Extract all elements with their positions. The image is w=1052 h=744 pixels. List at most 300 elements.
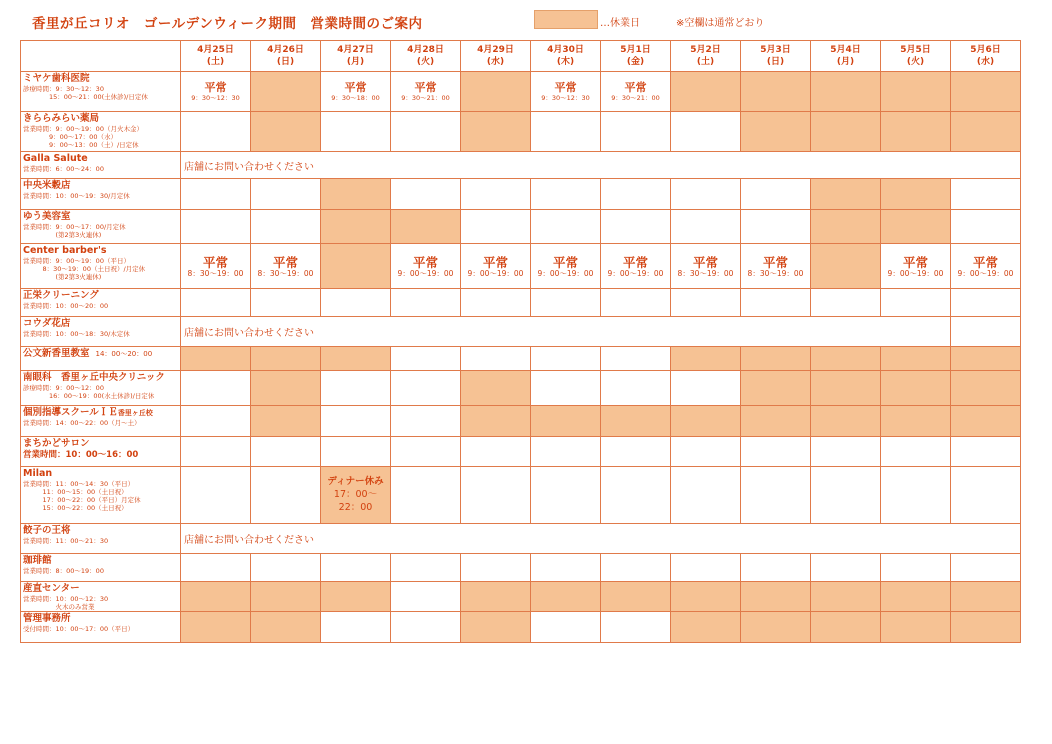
schedule-cell — [531, 347, 601, 371]
hours-text: 9：00～19：00 — [607, 268, 664, 278]
date-label: 4月29日 — [477, 45, 514, 55]
store-name-text: Milan — [23, 468, 53, 479]
schedule-cell — [601, 347, 671, 371]
store-name-text: コウダ花店 — [23, 318, 71, 329]
store-hours-line: 営業時間：10：00～19：30/月定休 — [23, 192, 130, 200]
date-label: 4月25日 — [197, 45, 234, 55]
regular-hours-label: 平常 — [622, 254, 648, 270]
schedule-cell — [531, 437, 601, 467]
hours-text: 9：30～18：00 — [331, 94, 380, 102]
schedule-cell — [601, 467, 671, 524]
closed-day-cell — [881, 347, 951, 371]
schedule-cell — [181, 179, 251, 210]
regular-hours-label: 平常 — [972, 254, 998, 270]
closed-day-cell — [811, 406, 881, 437]
schedule-cell — [391, 612, 461, 643]
store-row — [21, 244, 1021, 289]
store-row — [21, 347, 1021, 371]
schedule-cell — [461, 347, 531, 371]
store-info-cell — [21, 112, 181, 152]
store-row — [21, 582, 1021, 612]
store-info-cell — [21, 152, 181, 179]
regular-hours-label: 平常 — [344, 81, 367, 94]
schedule-cell — [601, 612, 671, 643]
regular-hours-label: 平常 — [692, 254, 718, 270]
schedule-cell — [671, 554, 741, 582]
schedule-cell — [531, 612, 601, 643]
schedule-cell — [811, 437, 881, 467]
schedule-cell — [321, 612, 391, 643]
schedule-cell — [881, 467, 951, 524]
store-name — [23, 245, 178, 257]
store-info-cell — [21, 371, 181, 406]
closed-day-cell — [461, 371, 531, 406]
store-row — [21, 289, 1021, 317]
store-name — [23, 318, 178, 330]
store-info-cell — [21, 317, 181, 347]
store-row — [21, 179, 1021, 210]
schedule-cell — [181, 437, 251, 467]
store-row — [21, 112, 1021, 152]
schedule-cell — [951, 289, 1021, 317]
hours-text: 8：30～19：00 — [677, 268, 734, 278]
day-of-week-label: (火) — [416, 57, 435, 67]
schedule-cell — [531, 554, 601, 582]
closed-day-cell — [251, 582, 321, 612]
store-name-text: 管理事務所 — [23, 613, 71, 624]
store-name — [23, 525, 178, 537]
regular-hours-label: 平常 — [762, 254, 788, 270]
closed-day-cell — [811, 210, 881, 244]
schedule-cell — [531, 72, 601, 112]
schedule-cell — [391, 554, 461, 582]
store-hours-line: 診療時間：9：30～12：30 — [23, 85, 104, 93]
store-name-text: 珈琲館 — [23, 555, 52, 566]
hours-text: 8：30～19：00 — [187, 268, 244, 278]
regular-hours-label: 平常 — [272, 254, 298, 270]
closed-day-cell — [741, 582, 811, 612]
store-name — [23, 211, 178, 223]
schedule-table — [20, 40, 1021, 643]
schedule-cell — [391, 289, 461, 317]
store-row — [21, 437, 1021, 467]
schedule-cell — [741, 437, 811, 467]
hours-text: 9：30～21：00 — [611, 94, 660, 102]
closed-day-cell — [601, 582, 671, 612]
date-header-cell — [811, 41, 881, 72]
schedule-cell — [881, 289, 951, 317]
schedule-cell — [321, 406, 391, 437]
schedule-cell — [601, 210, 671, 244]
store-name-text: 産直センター — [23, 583, 80, 594]
closed-day-cell — [181, 347, 251, 371]
closed-day-cell — [951, 582, 1021, 612]
day-of-week-label: (月) — [346, 57, 365, 67]
store-hours-line: 営業時間：10：00～20：00 — [23, 302, 109, 310]
schedule-cell — [531, 112, 601, 152]
closed-day-cell — [461, 582, 531, 612]
cell-note-text: 22：00 — [338, 502, 373, 513]
store-hours-line: 9：00～13：00（土）/日定休 — [23, 141, 139, 149]
schedule-cell — [251, 244, 321, 289]
schedule-cell — [461, 210, 531, 244]
schedule-cell — [741, 179, 811, 210]
schedule-cell — [391, 467, 461, 524]
closed-day-cell — [461, 72, 531, 112]
closed-day-cell — [881, 582, 951, 612]
store-hours-line: 16：00～19：00(水土休診)/日定休 — [23, 392, 155, 400]
store-hours-line: 営業時間：10：00～18：30/木定休 — [23, 330, 130, 338]
date-label: 5月6日 — [970, 45, 1001, 55]
hours-text: 9：00～19：00 — [957, 268, 1014, 278]
closed-day-cell — [811, 347, 881, 371]
schedule-cell — [321, 112, 391, 152]
schedule-cell — [951, 467, 1021, 524]
store-row — [21, 72, 1021, 112]
hours-text: 9：30～21：00 — [401, 94, 450, 102]
store-row — [21, 612, 1021, 643]
store-name-text: 南眼科 香里ヶ丘中央クリニック — [23, 372, 165, 383]
schedule-cell — [251, 210, 321, 244]
schedule-cell — [881, 244, 951, 289]
store-hours-line: 営業時間：6：00～24：00 — [23, 165, 104, 173]
schedule-cell — [391, 406, 461, 437]
day-of-week-label: (土) — [206, 57, 225, 67]
closed-day-cell — [741, 612, 811, 643]
schedule-cell — [741, 210, 811, 244]
schedule-cell — [391, 244, 461, 289]
hours-text: 9：00～19：00 — [887, 268, 944, 278]
day-of-week-label: (水) — [486, 57, 505, 67]
store-info-cell — [21, 72, 181, 112]
schedule-cell — [391, 437, 461, 467]
date-label: 4月30日 — [547, 45, 584, 55]
store-info-cell — [21, 467, 181, 524]
store-hours-line: 営業時間：14：00～22：00（月～土） — [23, 419, 141, 427]
closed-day-cell — [811, 371, 881, 406]
closed-day-cell — [671, 612, 741, 643]
schedule-cell — [601, 179, 671, 210]
closed-day-cell — [951, 371, 1021, 406]
regular-hours-label: 平常 — [414, 81, 437, 94]
closed-day-cell — [671, 72, 741, 112]
closed-day-cell — [811, 179, 881, 210]
closed-day-cell — [601, 406, 671, 437]
schedule-cell — [601, 371, 671, 406]
date-header-cell — [321, 41, 391, 72]
closed-day-cell — [951, 347, 1021, 371]
store-hours-line: 営業時間：10：00～16：00 — [23, 450, 139, 460]
closed-day-cell — [811, 112, 881, 152]
closed-day-cell — [811, 72, 881, 112]
schedule-cell — [181, 244, 251, 289]
store-name — [23, 180, 178, 192]
closed-day-cell — [741, 371, 811, 406]
hours-text: 9：00～19：00 — [467, 268, 524, 278]
closed-day-cell — [741, 347, 811, 371]
schedule-cell — [181, 371, 251, 406]
hours-text: 9：00～19：00 — [537, 268, 594, 278]
store-hours-line: 受付時間：10：00～17：00（平日） — [23, 625, 135, 633]
schedule-cell — [671, 289, 741, 317]
closed-day-cell — [811, 612, 881, 643]
day-of-week-label: (日) — [766, 57, 785, 67]
schedule-cell — [951, 554, 1021, 582]
schedule-cell — [461, 289, 531, 317]
closed-day-cell — [741, 112, 811, 152]
schedule-cell — [601, 554, 671, 582]
date-header-cell — [671, 41, 741, 72]
store-hours-line: 営業時間：9：00～17：00/月定休 — [23, 223, 126, 231]
date-label: 5月1日 — [620, 45, 651, 55]
schedule-cell — [391, 72, 461, 112]
store-hours-line: 営業時間：10：00～12：30 — [23, 595, 109, 603]
schedule-cell — [181, 72, 251, 112]
day-of-week-label: (水) — [976, 57, 995, 67]
page-title: 香里が丘コリオ ゴールデンウィーク期間 営業時間のご案内 — [32, 16, 423, 32]
regular-hours-label: 平常 — [204, 81, 227, 94]
date-label: 4月27日 — [337, 45, 374, 55]
closed-day-cell — [251, 406, 321, 437]
store-info-cell — [21, 524, 181, 554]
store-info-cell — [21, 289, 181, 317]
day-of-week-label: (月) — [836, 57, 855, 67]
closed-day-cell — [391, 210, 461, 244]
day-of-week-label: (木) — [556, 57, 575, 67]
store-info-cell — [21, 437, 181, 467]
closed-day-cell — [811, 244, 881, 289]
schedule-cell — [321, 437, 391, 467]
day-of-week-label: (火) — [906, 57, 925, 67]
schedule-cell — [951, 210, 1021, 244]
closed-day-cell — [671, 582, 741, 612]
schedule-cell — [601, 437, 671, 467]
store-name-text: ミヤケ歯科医院 — [23, 73, 90, 84]
store-hours-inline: 14：00～20：00 — [95, 350, 153, 358]
closed-day-cell — [321, 467, 391, 524]
store-hours-line: 火木のみ営業 — [23, 603, 95, 611]
date-header-cell — [251, 41, 321, 72]
closed-day-cell — [461, 406, 531, 437]
schedule-cell — [671, 210, 741, 244]
date-header-cell — [531, 41, 601, 72]
cell-note-text: ディナー休み — [327, 476, 384, 487]
schedule-cell — [391, 179, 461, 210]
closed-day-cell — [321, 582, 391, 612]
store-hours-line: 営業時間：11：00～14：30（平日） — [23, 480, 135, 488]
date-label: 4月28日 — [407, 45, 444, 55]
schedule-cell — [741, 244, 811, 289]
hours-text: 9：30～12：30 — [191, 94, 240, 102]
closed-day-cell — [881, 179, 951, 210]
store-row — [21, 371, 1021, 406]
schedule-cell — [671, 179, 741, 210]
page-header — [0, 0, 1052, 40]
day-of-week-label: (金) — [626, 57, 645, 67]
store-name — [23, 73, 178, 85]
closed-day-cell — [461, 612, 531, 643]
schedule-cell — [811, 467, 881, 524]
closed-day-cell — [951, 72, 1021, 112]
regular-hours-label: 平常 — [412, 254, 438, 270]
store-name — [23, 468, 178, 480]
store-name — [23, 113, 178, 125]
store-name — [23, 438, 178, 450]
closed-day-cell — [811, 582, 881, 612]
closed-day-cell — [881, 406, 951, 437]
store-name — [23, 348, 178, 360]
closed-day-cell — [951, 612, 1021, 643]
date-header-cell — [601, 41, 671, 72]
schedule-cell — [391, 347, 461, 371]
closed-day-cell — [741, 406, 811, 437]
closed-day-cell — [461, 112, 531, 152]
store-row — [21, 524, 1021, 554]
date-header-row — [21, 41, 1021, 72]
store-name — [23, 555, 178, 567]
store-hours-line: (第2第3火連休) — [23, 273, 102, 281]
schedule-cell — [391, 582, 461, 612]
regular-hours-label: 平常 — [902, 254, 928, 270]
store-name-text: Center barber's — [23, 245, 107, 256]
store-hours-line: 診療時間：9：00～12：00 — [23, 384, 104, 392]
closed-day-cell — [741, 72, 811, 112]
store-hours-line: 17：00～22：00（平日）月定休 — [23, 496, 141, 504]
schedule-cell — [181, 112, 251, 152]
store-name — [23, 372, 178, 384]
hours-text: 8：30～19：00 — [257, 268, 314, 278]
date-header-cell — [741, 41, 811, 72]
schedule-cell — [461, 467, 531, 524]
store-hours-line: 9：00～17：00（水） — [23, 133, 117, 141]
regular-hours-label: 平常 — [554, 81, 577, 94]
store-row — [21, 467, 1021, 524]
schedule-cell — [951, 179, 1021, 210]
schedule-cell — [181, 289, 251, 317]
closed-day-cell — [531, 582, 601, 612]
date-header-cell — [461, 41, 531, 72]
store-info-cell — [21, 210, 181, 244]
schedule-cell — [181, 406, 251, 437]
schedule-cell — [811, 554, 881, 582]
schedule-cell — [671, 112, 741, 152]
store-info-cell — [21, 179, 181, 210]
schedule-cell — [671, 371, 741, 406]
store-name-text: きららみらい薬局 — [23, 113, 100, 124]
schedule-cell — [531, 244, 601, 289]
schedule-cell — [531, 289, 601, 317]
schedule-cell — [391, 112, 461, 152]
hours-text: 8：30～19：00 — [747, 268, 804, 278]
schedule-cell — [671, 437, 741, 467]
store-info-cell — [21, 406, 181, 437]
date-header-cell — [951, 41, 1021, 72]
store-info-cell — [21, 554, 181, 582]
schedule-cell — [601, 244, 671, 289]
closed-day-cell — [181, 612, 251, 643]
closed-day-cell — [881, 210, 951, 244]
store-notice-cell: 店舗にお問い合わせください — [181, 152, 1021, 179]
store-name — [23, 613, 178, 625]
schedule-cell — [741, 289, 811, 317]
closed-day-cell — [951, 406, 1021, 437]
regular-hours-label: 平常 — [202, 254, 228, 270]
store-branch: 香里ヶ丘校 — [117, 409, 153, 417]
store-name — [23, 290, 178, 302]
date-header-cell — [881, 41, 951, 72]
store-hours-line: 8：30～19：00（土日祝）/月定休 — [23, 265, 146, 273]
legend-closed-label: …休業日 — [600, 18, 640, 29]
closed-day-cell — [951, 112, 1021, 152]
store-notice-cell: 店舗にお問い合わせください — [181, 524, 1021, 554]
store-hours-line: 15：00～22：00（土日祝） — [23, 504, 128, 512]
schedule-cell — [251, 289, 321, 317]
store-row — [21, 317, 1021, 347]
schedule-cell — [671, 467, 741, 524]
closed-day-cell — [321, 179, 391, 210]
hours-text: 9：30～12：30 — [541, 94, 590, 102]
store-hours-line: 営業時間：9：00～19：00（月火木金） — [23, 125, 143, 133]
date-header-cell — [391, 41, 461, 72]
store-name — [23, 583, 178, 595]
schedule-cell — [671, 244, 741, 289]
schedule-cell — [811, 289, 881, 317]
store-info-cell — [21, 582, 181, 612]
schedule-cell — [881, 437, 951, 467]
schedule-cell — [321, 554, 391, 582]
cell-note-text: 17：00～ — [333, 489, 378, 500]
legend-closed-swatch — [534, 10, 598, 29]
store-name-text: 正栄クリーニング — [23, 290, 99, 301]
schedule-cell — [391, 371, 461, 406]
schedule-cell — [321, 371, 391, 406]
store-row — [21, 152, 1021, 179]
schedule-cell — [461, 244, 531, 289]
store-name-text: 個別指導スクールＩＥ — [23, 407, 118, 418]
corner-cell — [21, 41, 181, 72]
closed-day-cell — [321, 210, 391, 244]
closed-day-cell — [881, 371, 951, 406]
schedule-cell — [251, 554, 321, 582]
store-notice-cell: 店舗にお問い合わせください — [181, 317, 951, 347]
schedule-cell — [601, 72, 671, 112]
closed-day-cell — [321, 244, 391, 289]
store-name-text: ゆう美容室 — [23, 211, 71, 222]
legend-note: ※空欄は通常どおり — [676, 18, 765, 29]
schedule-cell — [181, 467, 251, 524]
hours-text: 9：00～19：00 — [397, 268, 454, 278]
closed-day-cell — [881, 112, 951, 152]
date-label: 4月26日 — [267, 45, 304, 55]
schedule-cell — [951, 317, 1021, 347]
schedule-cell — [741, 554, 811, 582]
store-name-text: まちかどサロン — [23, 438, 90, 449]
schedule-cell — [881, 554, 951, 582]
regular-hours-label: 平常 — [552, 254, 578, 270]
closed-day-cell — [881, 612, 951, 643]
store-hours-line: 営業時間：9：00～19：00（平日） — [23, 257, 130, 265]
store-name-text: 中央米穀店 — [23, 180, 71, 191]
store-hours-line: 営業時間：11：00～21：30 — [23, 537, 109, 545]
date-header-cell — [181, 41, 251, 72]
store-hours-line: (第2第3火連休) — [23, 231, 102, 239]
schedule-cell — [531, 371, 601, 406]
schedule-cell — [741, 467, 811, 524]
schedule-cell — [181, 554, 251, 582]
store-hours-line: 11：00～15：00（土日祝） — [23, 488, 128, 496]
closed-day-cell — [671, 347, 741, 371]
date-label: 5月5日 — [900, 45, 931, 55]
